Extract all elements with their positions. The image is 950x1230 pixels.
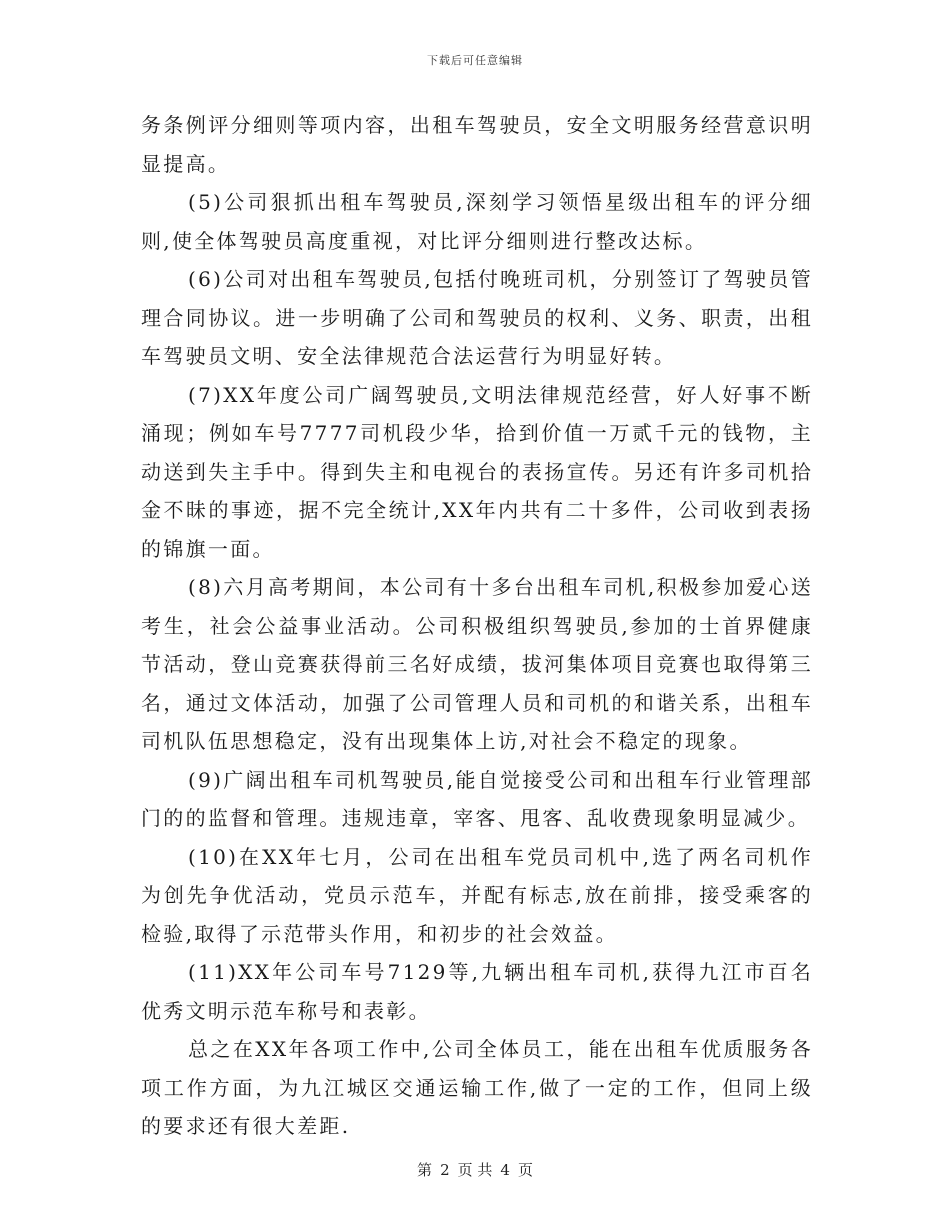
paragraph-item-6: (6)公司对出租车驾驶员,包括付晚班司机，分别签订了驾驶员管理合同协议。进一步明确了公司和驾驶员的权利、义务、职责，出租车驾驶员文明、安全法律规范合法运营行为明显好转。 bbox=[141, 267, 813, 368]
paragraph-item-10: (10)在XX年七月，公司在出租车党员司机中,选了两名司机作为创先争优活动，党员示范车，并配有标志,放在前排，接受乘客的检验,取得了示范带头作用，和初步的社会效益。 bbox=[141, 844, 813, 946]
current-page-number: 2 bbox=[440, 1161, 450, 1179]
paragraph-item-8: (8)六月高考期间，本公司有十多台出租车司机,积极参加爱心送考生，社会公益事业活动。公司积极组织驾驶员,参加的士首界健康节活动，登山竞赛获得前三名好成绩，拔河集体项目竞赛也取得第三名，通过文体活动，加强了公司管理人员和司机的和谐关系，出租车司机队伍思想稳定，没有出现集体上访,对社会不稳定的现象。 bbox=[141, 575, 813, 753]
paragraph-item-11: (11)XX年公司车号7129等,九辆出租车司机,获得九江市百名优秀文明示范车称号和表彰。 bbox=[141, 960, 813, 1023]
footer-suffix: 页 bbox=[517, 1161, 533, 1179]
paragraph-item-7: (7)XX年度公司广阔驾驶员,文明法律规范经营，好人好事不断涌现；例如车号7777司机段少华，拾到价值一万贰千元的钱物，主动送到失主手中。得到失主和电视台的表扬宣传。另还有许多司机拾金不昧的事迹，据不完全统计,XX年内共有二十多件，公司收到表扬的锦旗一面。 bbox=[141, 382, 813, 561]
footer-prefix: 第 bbox=[417, 1161, 433, 1179]
page-header: 下载后可任意编辑 bbox=[427, 54, 523, 67]
footer-middle: 页 共 bbox=[457, 1161, 493, 1179]
paragraph-item-5: (5)公司狠抓出租车驾驶员,深刻学习领悟星级出租车的评分细则,使全体驾驶员高度重视，对比评分细则进行整改达标。 bbox=[141, 190, 813, 253]
paragraph-item-9: (9)广阔出租车司机驾驶员,能自觉接受公司和出租车行业管理部门的的监督和管理。违规违章，宰客、甩客、乱收费现象明显减少。 bbox=[141, 767, 813, 830]
paragraph-summary: 总之在XX年各项工作中,公司全体员工，能在出租车优质服务各项工作方面，为九江城区交通运输工作,做了一定的工作，但同上级的要求还有很大差距. bbox=[141, 1037, 813, 1138]
document-body bbox=[141, 106, 813, 1146]
total-page-count: 4 bbox=[500, 1161, 510, 1179]
page-footer bbox=[0, 1159, 950, 1180]
paragraph-continuation: 务条例评分细则等项内容，出租车驾驶员，安全文明服务经营意识明显提高。 bbox=[141, 113, 813, 176]
